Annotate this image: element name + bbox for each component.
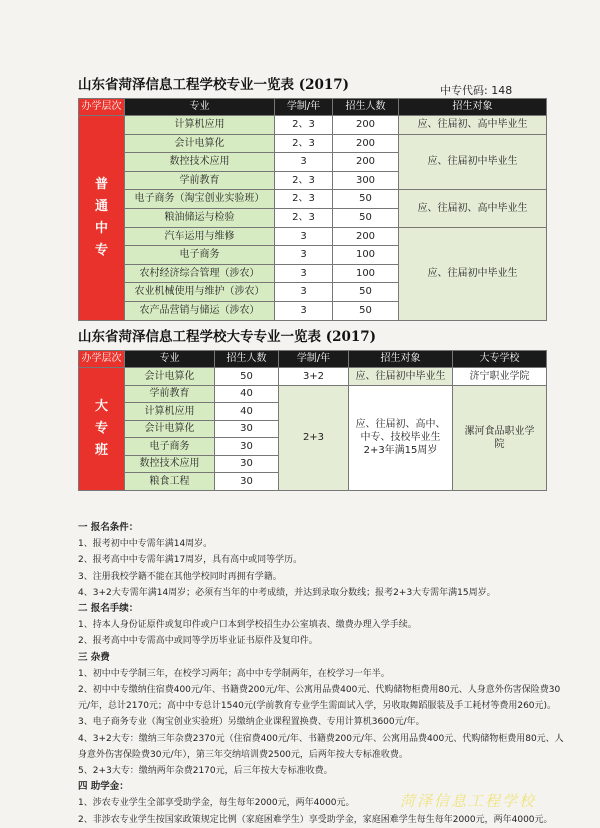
notes-section-heading: 一 报名条件： — [78, 522, 139, 533]
notes-item: 1、报考初中中专需年满14周岁。 — [78, 539, 213, 550]
table1-title: 山东省菏泽信息工程学校专业一览表 (2017) — [78, 77, 350, 93]
table-header-row — [79, 99, 547, 116]
header-cell: 招生人数 — [333, 99, 399, 116]
notes-item: 1、持本人身份证原件或复印件或户口本到学校招生办公室填表、缴费办理入学手续。 — [78, 620, 417, 631]
notes-item: 1、初中中专学制三年，在校学习两年；高中中专学制两年，在校学习一年半。 — [78, 668, 390, 679]
notes-item: 1、涉农专业学生全部享受助学金，每生每年2000元，两年4000元。 — [78, 798, 355, 809]
target-cell: 应、往届初中毕业生 — [399, 134, 547, 190]
count-cell: 50 — [215, 368, 279, 386]
admission-notes — [78, 520, 578, 828]
notes-section-heading: 三 杂费 — [78, 651, 110, 663]
table2-title: 山东省菏泽信息工程学校大专专业一览表 (2017) — [78, 329, 377, 345]
table-row — [79, 134, 547, 153]
major-cell: 粮食工程 — [125, 473, 215, 491]
years-cell: 3 — [275, 153, 333, 172]
table-row — [79, 385, 547, 403]
school-cell: 济宁职业学院 — [453, 368, 547, 386]
school-cell: 漯河食品职业学院 — [453, 385, 547, 490]
major-cell: 学前教育 — [125, 385, 215, 403]
notes-item: 4、3+2大专需年满14周岁；必须有当年的中考成绩，并达到录取分数线；报考2+3大专需年满15周岁。 — [78, 587, 496, 598]
notes-item: 4、3+2大专：缴纳三年杂费2370元（住宿费400元/年、书籍费200元/年、公寓用品费400元、代购储物柜费用80元、人 — [78, 733, 564, 744]
major-cell: 计算机应用 — [125, 116, 275, 135]
target-cell: 应、往届初、高中毕业生 — [399, 190, 547, 227]
header-cell: 招生对象 — [349, 351, 453, 368]
target-cell: 应、往届初、高中毕业生 — [399, 116, 547, 135]
header-cell: 学制/年 — [275, 99, 333, 116]
notes-item: 2、初中中专缴纳住宿费400元/年、书籍费200元/年、公寓用品费400元、代购储物柜费用80元、人身意外伤害保险费30 — [78, 685, 561, 696]
count-cell: 100 — [333, 264, 399, 283]
count-cell: 100 — [333, 246, 399, 265]
years-cell: 3+2 — [279, 368, 349, 386]
count-cell: 50 — [333, 283, 399, 302]
notes-section-heading: 二 报名手续： — [78, 603, 139, 615]
header-cell: 办学层次 — [79, 99, 125, 116]
header-cell: 办学层次 — [79, 351, 125, 368]
notes-item: 2、报考高中中专需高中或同等学历毕业证书原件及复印件。 — [78, 636, 318, 647]
count-cell: 30 — [215, 473, 279, 491]
table-header-row — [79, 351, 547, 368]
count-cell: 300 — [333, 171, 399, 190]
header-cell: 招生人数 — [215, 351, 279, 368]
notes-item: 5、2+3大专：缴纳两年杂费2170元，后三年按大专标准收费。 — [78, 766, 333, 777]
years-cell: 3 — [275, 246, 333, 265]
major-cell: 农村经济综合管理（涉农） — [125, 264, 275, 283]
target-cell: 应、往届初中毕业生 — [349, 368, 453, 386]
count-cell: 200 — [333, 116, 399, 135]
header-cell: 专业 — [125, 99, 275, 116]
major-cell: 数控技术应用 — [125, 153, 275, 172]
level-cell — [79, 116, 125, 321]
notes-item: 3、注册我校学籍不能在其他学校同时再拥有学籍。 — [78, 571, 282, 582]
college-majors-table — [78, 350, 547, 491]
major-cell: 农产品营销与储运（涉农） — [125, 301, 275, 320]
table-row — [79, 368, 547, 386]
table-row — [79, 227, 547, 246]
years-cell: 3 — [275, 227, 333, 246]
count-cell: 30 — [215, 438, 279, 456]
major-cell: 农业机械使用与维护（涉农） — [125, 283, 275, 302]
target-cell: 应、往届初中毕业生 — [399, 227, 547, 320]
years-cell: 2、3 — [275, 171, 333, 190]
header-cell: 专业 — [125, 351, 215, 368]
count-cell: 50 — [333, 301, 399, 320]
major-cell: 电子商务（淘宝创业实验班） — [125, 190, 275, 209]
years-cell: 3 — [275, 264, 333, 283]
major-cell: 数控技术应用 — [125, 455, 215, 473]
header-cell: 学制/年 — [279, 351, 349, 368]
years-cell: 2、3 — [275, 116, 333, 135]
table-row — [79, 116, 547, 135]
notes-item: 3、电子商务专业（淘宝创业实验班）另缴纳企业课程置换费、专用计算机3600元/年。 — [78, 717, 425, 728]
level-label: 普通中专 — [94, 176, 108, 258]
major-cell: 电子商务 — [125, 246, 275, 265]
years-cell: 2、3 — [275, 190, 333, 209]
count-cell: 40 — [215, 385, 279, 403]
notes-item: 身意外伤害保险费30元/年），第三年交纳培训费2500元，后两年按大专标准收费。 — [78, 749, 408, 760]
years-cell: 2、3 — [275, 208, 333, 227]
count-cell: 40 — [215, 403, 279, 421]
level-cell — [79, 368, 125, 491]
major-cell: 会计电算化 — [125, 420, 215, 438]
table-row — [79, 190, 547, 209]
major-cell: 电子商务 — [125, 438, 215, 456]
count-cell: 200 — [333, 134, 399, 153]
major-cell: 学前教育 — [125, 171, 275, 190]
years-cell: 2、3 — [275, 134, 333, 153]
count-cell: 200 — [333, 153, 399, 172]
count-cell: 50 — [333, 208, 399, 227]
header-cell: 大专学校 — [453, 351, 547, 368]
major-cell: 会计电算化 — [125, 368, 215, 386]
count-cell: 200 — [333, 227, 399, 246]
level-label: 大专班 — [94, 398, 108, 458]
vocational-majors-table — [78, 98, 547, 321]
school-name-watermark: 菏泽信息工程学校 — [400, 792, 537, 810]
school-code: 中专代码: 148 — [440, 84, 513, 97]
notes-section-heading: 四 助学金： — [78, 781, 129, 793]
count-cell: 50 — [333, 190, 399, 209]
notes-item: 2、报考高中中专需年满17周岁，具有高中或同等学历。 — [78, 555, 303, 566]
count-cell: 30 — [215, 455, 279, 473]
notes-item: 2、非涉农专业学生按国家政策规定比例（家庭困难学生）享受助学金，家庭困难学生每生每年2000元，两年4000元。 — [78, 814, 553, 825]
target-cell: 应、往届初、高中、中专、技校毕业生 2+3年满15周岁 — [349, 385, 453, 490]
major-cell: 汽车运用与维修 — [125, 227, 275, 246]
notes-item: 元/年，总计2170元；高中中专总计1540元(学前教育专业学生需面试入学，另收取舞蹈服装及手工耗材等费用260元)。 — [78, 701, 557, 712]
major-cell: 计算机应用 — [125, 403, 215, 421]
years-cell: 3 — [275, 301, 333, 320]
years-cell: 2+3 — [279, 385, 349, 490]
count-cell: 30 — [215, 420, 279, 438]
header-cell: 招生对象 — [399, 99, 547, 116]
major-cell: 粮油储运与检验 — [125, 208, 275, 227]
major-cell: 会计电算化 — [125, 134, 275, 153]
years-cell: 3 — [275, 283, 333, 302]
